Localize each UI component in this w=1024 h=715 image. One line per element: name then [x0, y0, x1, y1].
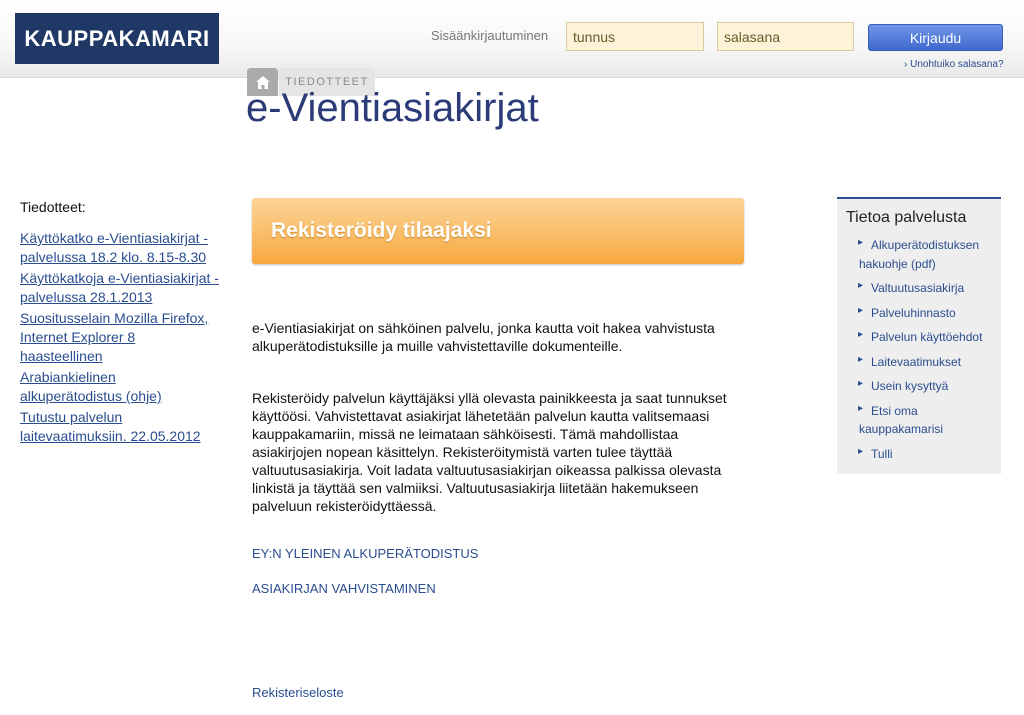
service-info-link[interactable]: ▸ Etsi oma kauppakamarisi: [859, 403, 944, 436]
username-input[interactable]: [566, 22, 704, 51]
service-info-item: [837, 353, 1001, 372]
certificate-of-origin-link[interactable]: EY:N YLEINEN ALKUPERÄTODISTUS: [252, 546, 479, 561]
header: [0, 0, 1024, 78]
logo[interactable]: KAUPPAKAMARI: [15, 13, 219, 64]
news-link[interactable]: Käyttökatkoja e-Vientiasiakirjat -palvelussa 28.1.2013: [20, 270, 219, 305]
news-link[interactable]: Suositusselain Mozilla Firefox, Internet Explorer 8 haasteellinen: [20, 310, 209, 364]
service-info-title: Tietoa palvelusta: [846, 209, 967, 226]
news-item: [20, 368, 220, 406]
service-info-box: [837, 197, 1001, 474]
service-info-link[interactable]: ▸ Palveluhinnasto: [871, 305, 956, 320]
service-info-link[interactable]: ▸ Palvelun käyttöehdot: [871, 330, 983, 344]
login-label: Sisäänkirjautuminen: [431, 28, 549, 43]
service-info-link[interactable]: ▸ Usein kysyttyä: [871, 379, 949, 393]
news-link[interactable]: Käyttökatko e-Vientiasiakirjat -palvelussa 18.2 klo. 8.15-8.30: [20, 230, 209, 265]
service-info-item: [837, 402, 1001, 439]
service-info-item: [837, 377, 1001, 396]
login-button[interactable]: Kirjaudu: [868, 24, 1003, 51]
news-heading: Tiedotteet:: [20, 199, 86, 215]
service-info-link[interactable]: ▸ Valtuutusasiakirja: [871, 281, 965, 295]
service-info-item: [837, 328, 1001, 347]
service-info-link[interactable]: ▸ Laitevaatimukset: [871, 354, 962, 369]
service-info-link[interactable]: ▸ Alkuperätodistuksen hakuohje (pdf): [859, 238, 980, 271]
register-label: Rekisteröidy tilaajaksi: [271, 219, 492, 242]
news-link[interactable]: Tutustu palvelun laitevaatimuksiin. 22.05.2012: [20, 409, 201, 444]
news-item: [20, 408, 220, 446]
news-link[interactable]: Arabiankielinen alkuperätodistus (ohje): [20, 369, 162, 404]
news-item: [20, 269, 220, 307]
document-validation-link[interactable]: ASIAKIRJAN VAHVISTAMINEN: [252, 581, 436, 596]
password-input[interactable]: [717, 22, 854, 51]
page-title: e-Vientiasiakirjat: [246, 86, 539, 130]
intro-paragraph: e-Vientiasiakirjat on sähköinen palvelu, jonka kautta voit hakea vahvistusta alkuperätodistuksille ja muille vahvistettaville dokumenteille.: [252, 320, 715, 354]
service-info-item: [837, 236, 1001, 273]
news-list: [20, 229, 220, 448]
tab-tiedotteet[interactable]: TIEDOTTEET: [279, 68, 375, 96]
forgot-password-link[interactable]: › Unohtuiko salasana?: [904, 59, 1004, 70]
service-info-link[interactable]: ▸ Tulli: [871, 446, 893, 461]
service-info-item: [837, 279, 1001, 298]
service-info-item: [837, 445, 1001, 464]
register-info-paragraph: Rekisteröidy palvelun käyttäjäksi yllä olevasta painikkeesta ja saat tunnukset käyttöösi. Vahvistettavat asiakirjat lähetetään palvelun kautta valitsemaasi kauppakamariin, missä ne leimataan sähköisesti. Tämä mahdollistaa asiakirjojen nopean käsittelyn. Rekisteröitymistä varten tulee täyttää valtuutusasiakirja. Voit ladata valtuutusasiakirjan oikeassa palkissa olevasta linkistä ja täyttää sen valmiiksi. Valtuutusasiakirja liitetään hakemukseen palveluun rekisteröidyttäessä.: [252, 390, 727, 514]
news-item: [20, 229, 220, 267]
register-button[interactable]: [252, 198, 744, 264]
service-info-list: [837, 236, 1001, 469]
privacy-policy-link[interactable]: Rekisteriseloste: [252, 685, 344, 700]
news-item: [20, 309, 220, 366]
service-info-item: [837, 304, 1001, 323]
